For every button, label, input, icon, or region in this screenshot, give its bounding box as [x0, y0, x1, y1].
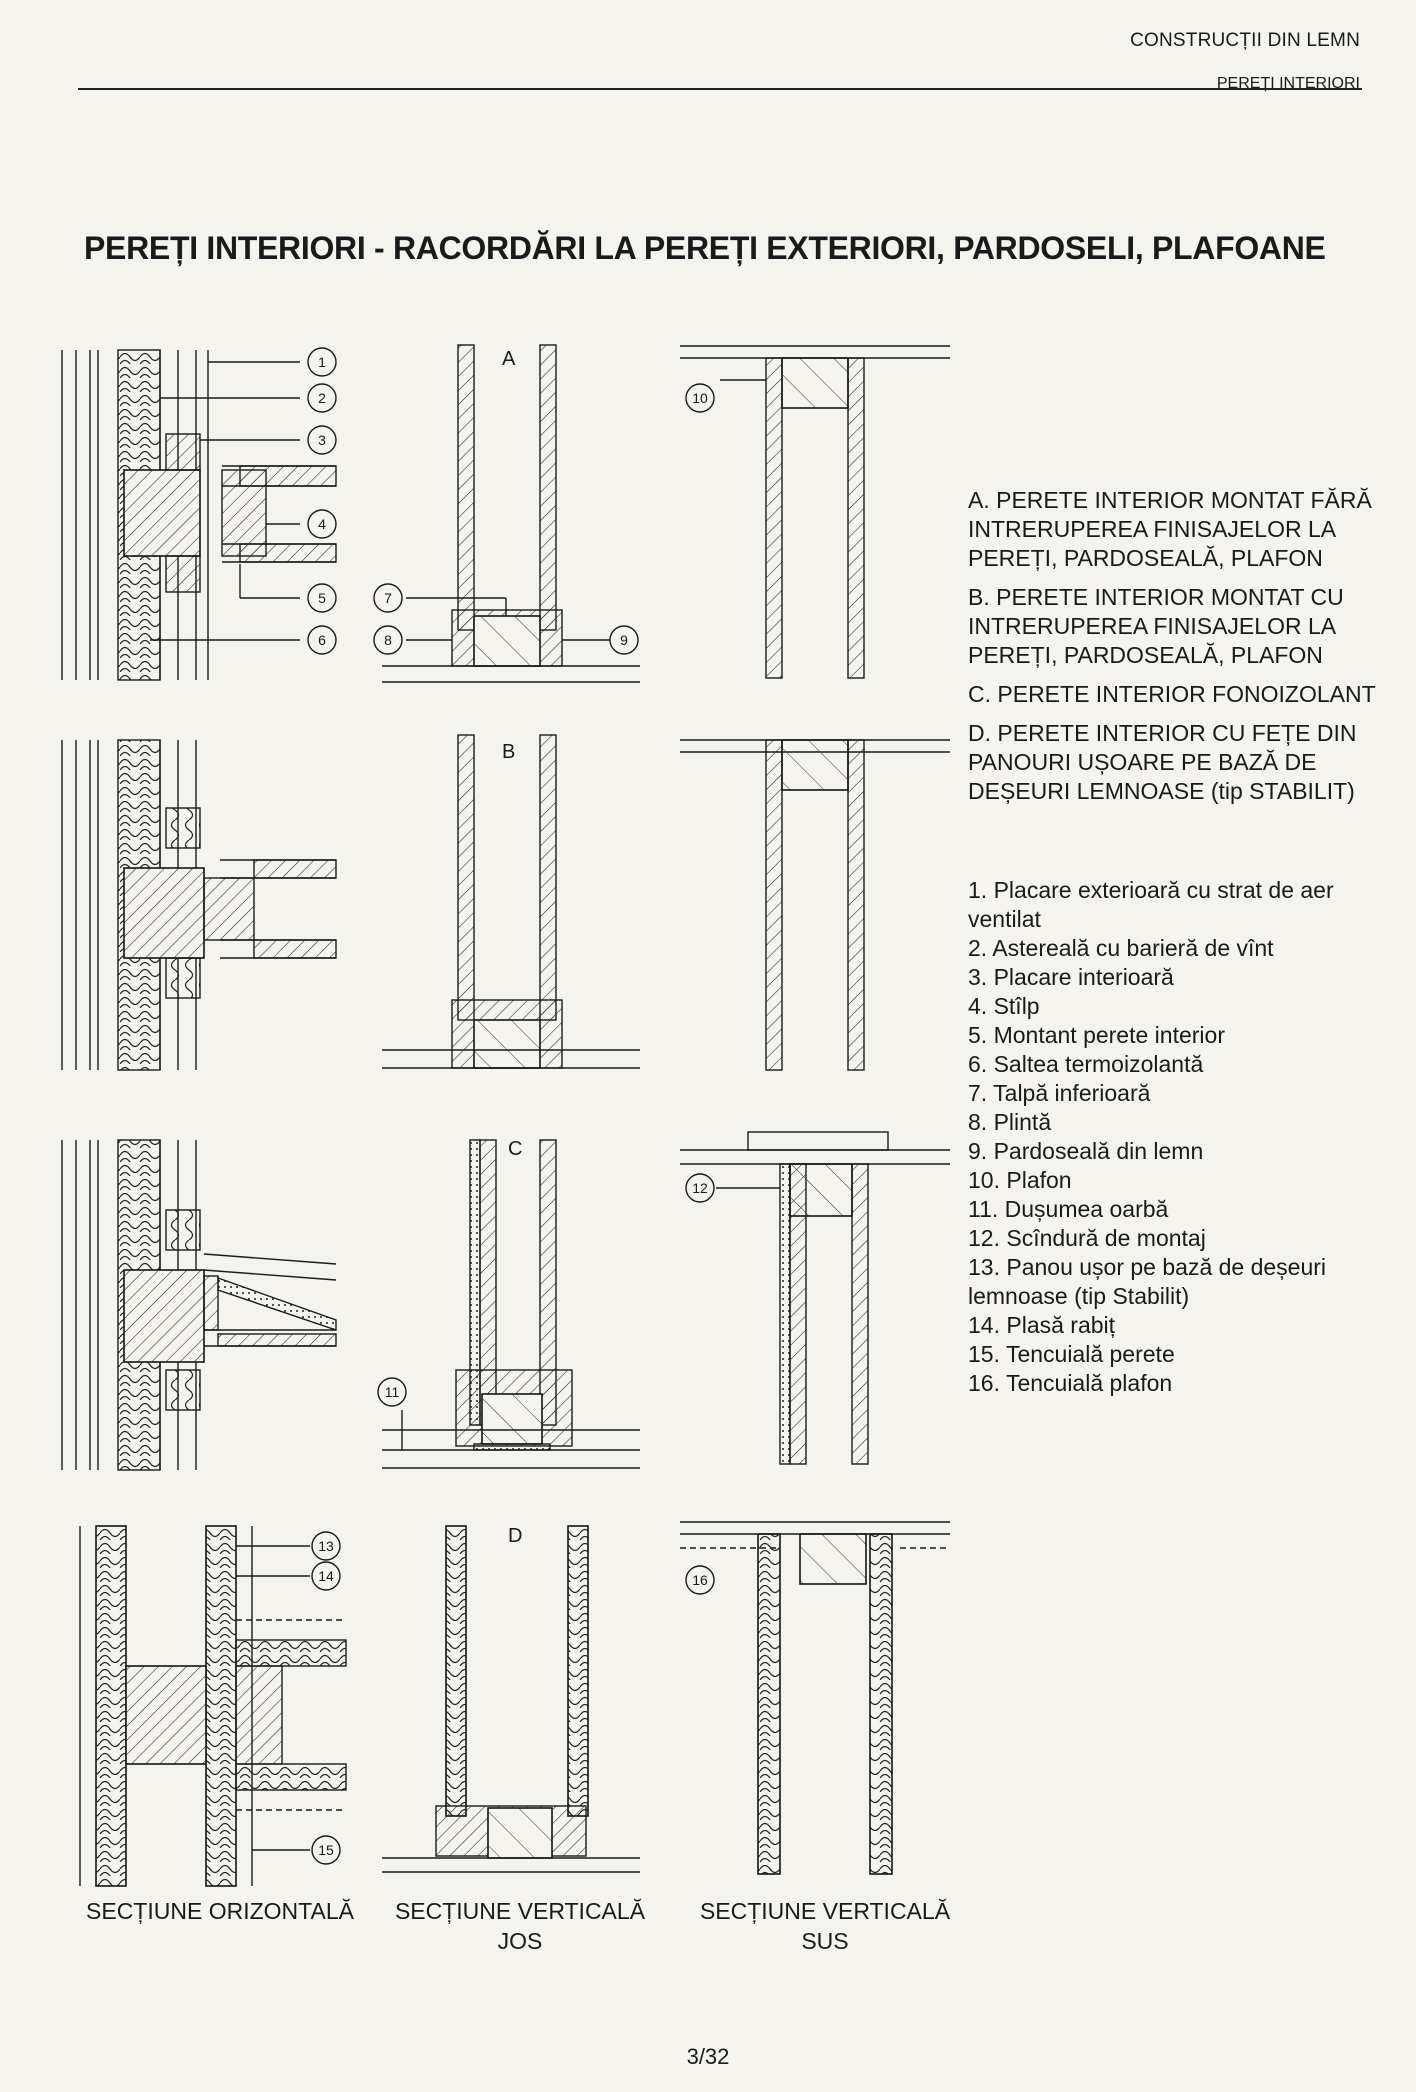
legend-item: 5. Montant perete interior	[968, 1022, 1225, 1048]
caption-vertical-bottom: SECȚIUNE VERTICALĂ JOS	[394, 1898, 646, 1954]
row-label-d: D	[508, 1525, 523, 1547]
callout-11-label: 11	[384, 1384, 400, 1400]
row-label-b: B	[502, 741, 516, 763]
legend-item: 16. Tencuială plafon	[968, 1370, 1173, 1396]
legend-item: 10. Plafon	[968, 1167, 1072, 1193]
variant-d: D. PERETE INTERIOR CU FEȚE DIN PANOURI UȘOARE PE BAZĂ DE DEȘEURI LEMNOASE (tip STABILIT)	[968, 720, 1357, 804]
callout-5-label: 5	[318, 590, 326, 606]
row-b-vertical-top	[680, 740, 950, 1070]
callout-12-label: 12	[692, 1180, 708, 1196]
row-label-a: A	[502, 348, 516, 370]
callout-14-label: 14	[318, 1568, 334, 1584]
callout-15-label: 15	[318, 1842, 334, 1858]
legend-item: 12. Scîndură de montaj	[968, 1225, 1206, 1251]
variant-c: C. PERETE INTERIOR FONOIZOLANT	[968, 681, 1376, 707]
callout-8-label: 8	[384, 632, 392, 648]
callout-13-label: 13	[318, 1538, 334, 1554]
row-b-horizontal-section	[62, 740, 336, 1070]
row-a-horizontal-section	[62, 350, 336, 680]
variant-b: B. PERETE INTERIOR MONTAT CU INTRERUPEREA FINISAJELOR LA PEREȚI, PARDOSEALĂ, PLAFON	[968, 584, 1344, 668]
legend-item: 13. Panou ușor pe bază de deșeuri lemnoase (tip Stabilit)	[968, 1254, 1327, 1309]
row-b-vertical-bottom	[382, 735, 640, 1068]
callout-2-label: 2	[318, 390, 326, 406]
page-title: PEREȚI INTERIORI - RACORDĂRI LA PEREȚI EXTERIORI, PARDOSELI, PLAFOANE	[84, 230, 1326, 266]
legend-item: 2. Astereală cu barieră de vînt	[968, 935, 1274, 961]
variant-a: A. PERETE INTERIOR MONTAT FĂRĂ INTRERUPEREA FINISAJELOR LA PEREȚI, PARDOSEALĂ, PLAFON	[968, 487, 1372, 571]
caption-horizontal-section: SECȚIUNE ORIZONTALĂ	[86, 1898, 354, 1924]
row-c-vertical-bottom	[382, 1140, 640, 1468]
row-c-horizontal-section	[62, 1140, 336, 1470]
legend-item: 6. Saltea termoizolantă	[968, 1051, 1204, 1077]
legend-item: 15. Tencuială perete	[968, 1341, 1175, 1367]
callout-3-label: 3	[318, 432, 326, 448]
callout-16-label: 16	[692, 1572, 708, 1588]
callout-4-label: 4	[318, 516, 326, 532]
row-d-vertical-bottom	[382, 1526, 640, 1872]
legend-item: 4. Stîlp	[968, 993, 1040, 1019]
callout-7-label: 7	[384, 590, 392, 606]
row-c-vertical-top	[680, 1132, 950, 1464]
row-d-vertical-top	[680, 1522, 950, 1874]
legend-item: 1. Placare exterioară cu strat de aer ventilat	[968, 877, 1334, 932]
legend-item: 9. Pardoseală din lemn	[968, 1138, 1204, 1164]
items-legend	[968, 876, 1368, 1398]
legend-item: 7. Talpă inferioară	[968, 1080, 1151, 1106]
callout-9-label: 9	[620, 632, 628, 648]
legend-item: 14. Plasă rabiț	[968, 1312, 1116, 1338]
row-a-vertical-bottom	[382, 345, 640, 682]
caption-vertical-top: SECȚIUNE VERTICALĂ SUS	[699, 1898, 951, 1954]
callout-6-label: 6	[318, 632, 326, 648]
header-subsection: PEREȚI INTERIORI	[1216, 75, 1360, 92]
row-label-c: C	[508, 1138, 523, 1160]
callout-1-label: 1	[318, 354, 326, 370]
legend-item: 11. Dușumea oarbă	[968, 1196, 1169, 1222]
legend-item: 3. Placare interioară	[968, 964, 1174, 990]
header-section: CONSTRUCȚII DIN LEMN	[1130, 30, 1360, 51]
variants-legend	[968, 486, 1388, 816]
page-number: 3/32	[686, 2044, 730, 2069]
legend-item: 8. Plintă	[968, 1109, 1052, 1135]
row-a-vertical-top	[680, 346, 950, 678]
callout-10-label: 10	[692, 390, 708, 406]
row-d-horizontal-section	[80, 1526, 346, 1886]
